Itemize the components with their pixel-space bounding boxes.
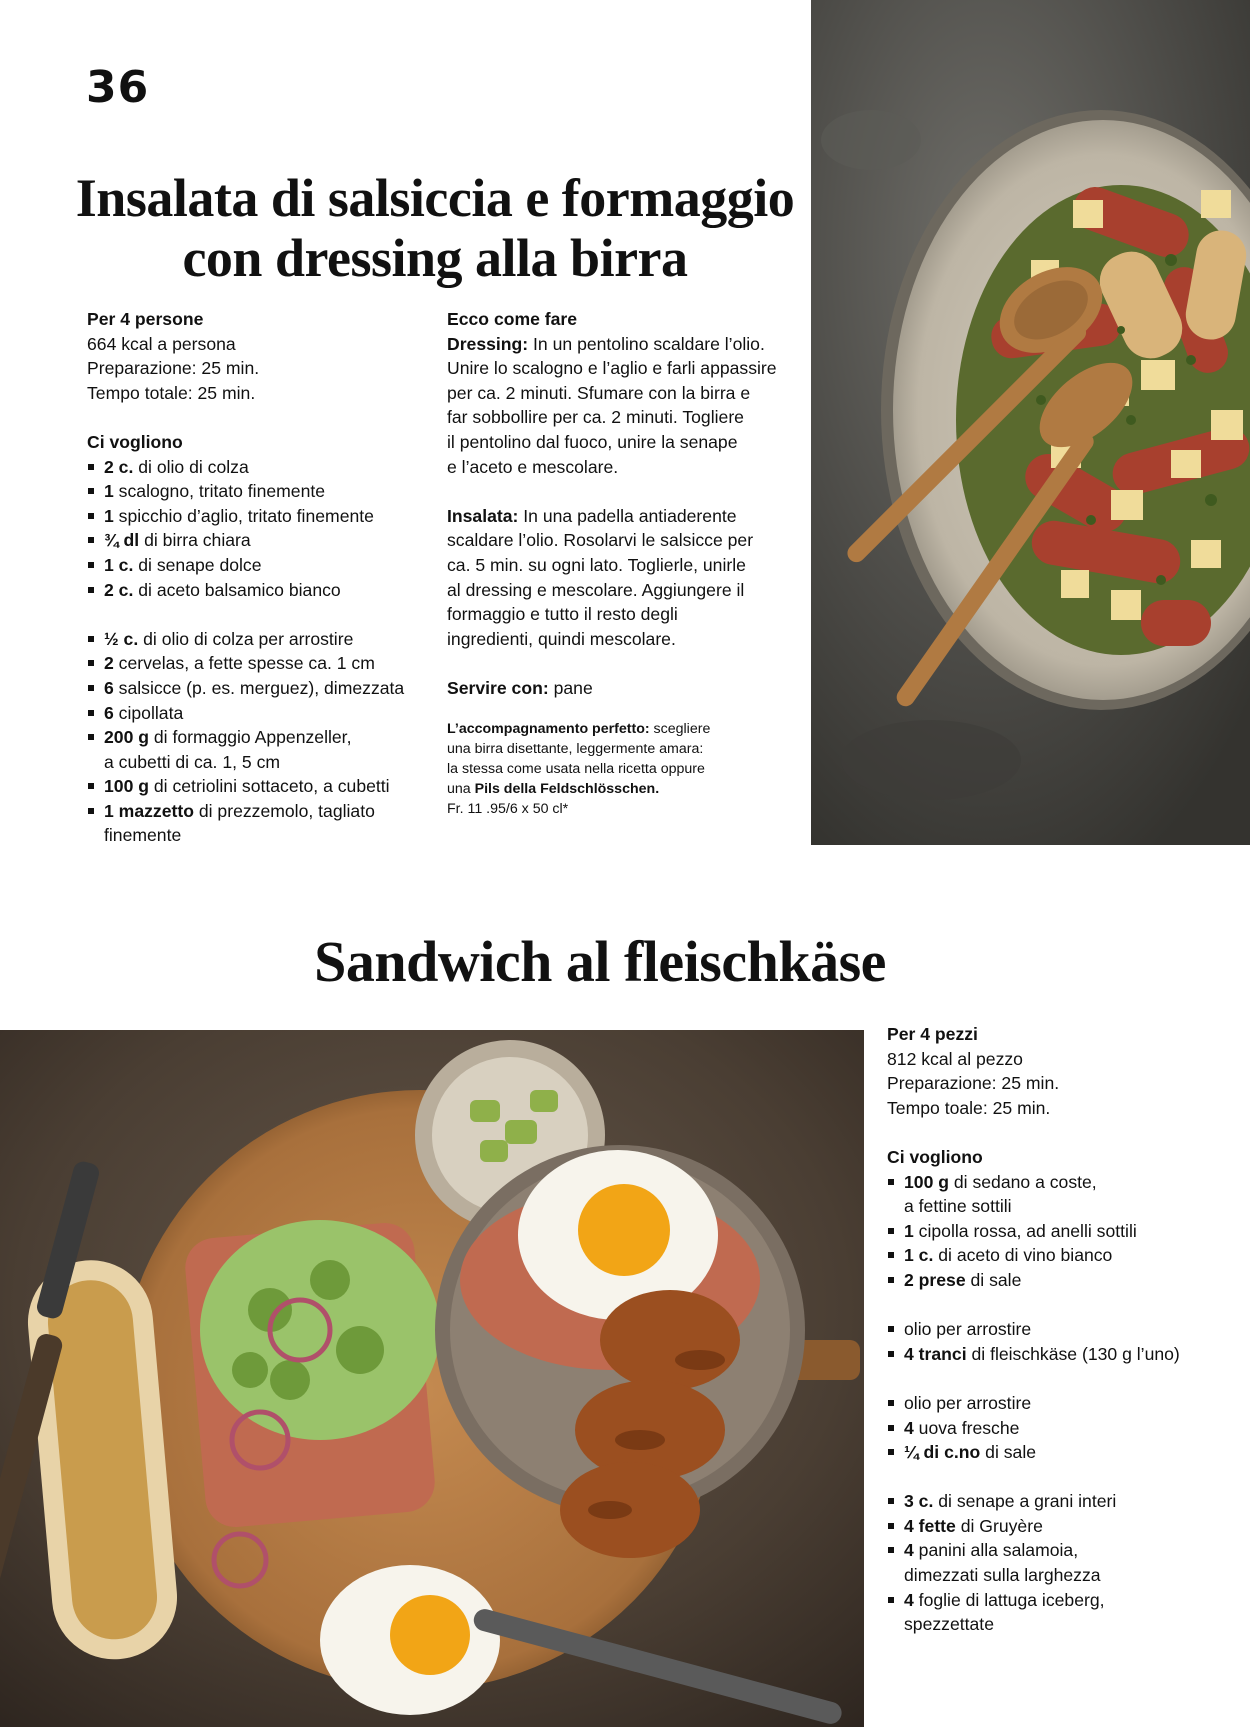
prep-time: Preparazione: 25 min. bbox=[87, 358, 260, 379]
recipe-title-sandwich: Sandwich al fleischkäse bbox=[314, 929, 886, 994]
dressing-step: Dressing: In un pentolino scaldare l’olio. Unire lo scalogno e l’aglio e farli appassire per ca. 2 minuti. Sfumare con la birra e far sobbollire per ca. 2 minuti. Togliere il pentolino dal fuoco, unire la senape e l’aceto e mescolare. bbox=[447, 333, 777, 477]
servings: Per 4 persone bbox=[87, 309, 204, 329]
title-line-1: Insalata di salsiccia e formaggio bbox=[75, 168, 795, 228]
ingredient: 2 c. di olio di colza bbox=[87, 455, 447, 480]
recipe1-method-column bbox=[447, 307, 787, 819]
ingredient: 2 prese di sale bbox=[887, 1268, 1237, 1293]
ingredient-list bbox=[887, 1317, 1237, 1366]
ingredient: 4 uova fresche bbox=[887, 1416, 1237, 1441]
salad-step: Insalata: In una padella antiaderente scaldare l’olio. Rosolarvi le salsicce per ca. 5 min. su ogni lato. Toglierle, unirle al dressing e mescolare. Aggiungere il formaggio e tutto il resto degli ingredienti, quindi mescolare. bbox=[447, 505, 754, 649]
title-line-2: con dressing alla birra bbox=[182, 228, 688, 289]
ingredients-heading: Ci vogliono bbox=[887, 1146, 983, 1167]
kcal: 664 kcal a persona bbox=[87, 333, 236, 354]
prep-time: Preparazione: 25 min. bbox=[887, 1073, 1060, 1094]
ingredient: 4 panini alla salamoia, dimezzati sulla larghezza bbox=[887, 1538, 1237, 1587]
salad-illustration bbox=[811, 0, 1250, 845]
salad-photo bbox=[811, 0, 1250, 845]
page-number: 36 bbox=[86, 62, 150, 113]
ingredient: 1 scalogno, tritato finemente bbox=[87, 479, 447, 504]
pairing-price: Fr. 11 .95/6 x 50 cl* bbox=[447, 800, 569, 817]
ingredient-list bbox=[887, 1489, 1237, 1637]
ingredient: olio per arrostire bbox=[887, 1391, 1237, 1416]
ingredient: 6 cipollata bbox=[87, 701, 447, 726]
ingredient: ¾ dl di birra chiara bbox=[87, 528, 447, 553]
recipe-title-insalata bbox=[60, 168, 810, 289]
total-time: Tempo totale: 25 min. bbox=[87, 382, 256, 403]
ingredient: 4 fette di Gruyère bbox=[887, 1514, 1237, 1539]
kcal: 812 kcal al pezzo bbox=[887, 1048, 1023, 1069]
ingredient: 1 c. di senape dolce bbox=[87, 553, 447, 578]
ingredient: 6 salsicce (p. es. merguez), dimezzata bbox=[87, 676, 447, 701]
servings: Per 4 pezzi bbox=[887, 1024, 978, 1044]
ingredient: 1 c. di aceto di vino bianco bbox=[887, 1243, 1237, 1268]
ingredient: 100 g di sedano a coste, a fettine sottili bbox=[887, 1170, 1237, 1219]
recipe2-ingredients-column bbox=[887, 1022, 1237, 1637]
ingredient: 1 mazzetto di prezzemolo, tagliato finemente bbox=[87, 799, 447, 848]
pairing-note: L’accompagnamento perfetto: scegliere una birra disettante, leggermente amara: la stessa come usata nella ricetta oppure una Pils della Feldschlösschen. Fr. 11 .95/6 x 50 cl* bbox=[447, 719, 787, 819]
ingredient: 2 cervelas, a fette spesse ca. 1 cm bbox=[87, 651, 447, 676]
sandwich-photo bbox=[0, 1030, 864, 1727]
ingredient-list bbox=[887, 1391, 1237, 1465]
ingredient-list bbox=[887, 1170, 1237, 1293]
ingredient: 1 spicchio d’aglio, tritato finemente bbox=[87, 504, 447, 529]
ingredient: 200 g di formaggio Appenzeller, a cubetti di ca. 1, 5 cm bbox=[87, 725, 447, 774]
ingredients-heading: Ci vogliono bbox=[87, 431, 183, 452]
serve-with: Servire con: pane bbox=[447, 677, 593, 698]
ingredient: 4 tranci di fleischkäse (130 g l’uno) bbox=[887, 1342, 1237, 1367]
total-time: Tempo toale: 25 min. bbox=[887, 1097, 1051, 1118]
ingredient: 2 c. di aceto balsamico bianco bbox=[87, 578, 447, 603]
ingredient: olio per arrostire bbox=[887, 1317, 1237, 1342]
ingredient-list bbox=[87, 627, 447, 848]
recipe1-ingredients-column bbox=[87, 307, 447, 848]
ingredient: ½ c. di olio di colza per arrostire bbox=[87, 627, 447, 652]
ingredient: ¼ di c.no di sale bbox=[887, 1440, 1237, 1465]
ingredient: 100 g di cetriolini sottaceto, a cubetti bbox=[87, 774, 447, 799]
ingredient: 4 foglie di lattuga iceberg, spezzettate bbox=[887, 1588, 1237, 1637]
ingredient: 3 c. di senape a grani interi bbox=[887, 1489, 1237, 1514]
method-heading: Ecco come fare bbox=[447, 309, 578, 329]
ingredient: 1 cipolla rossa, ad anelli sottili bbox=[887, 1219, 1237, 1244]
sandwich-illustration bbox=[0, 1030, 864, 1727]
ingredient-list bbox=[87, 455, 447, 603]
